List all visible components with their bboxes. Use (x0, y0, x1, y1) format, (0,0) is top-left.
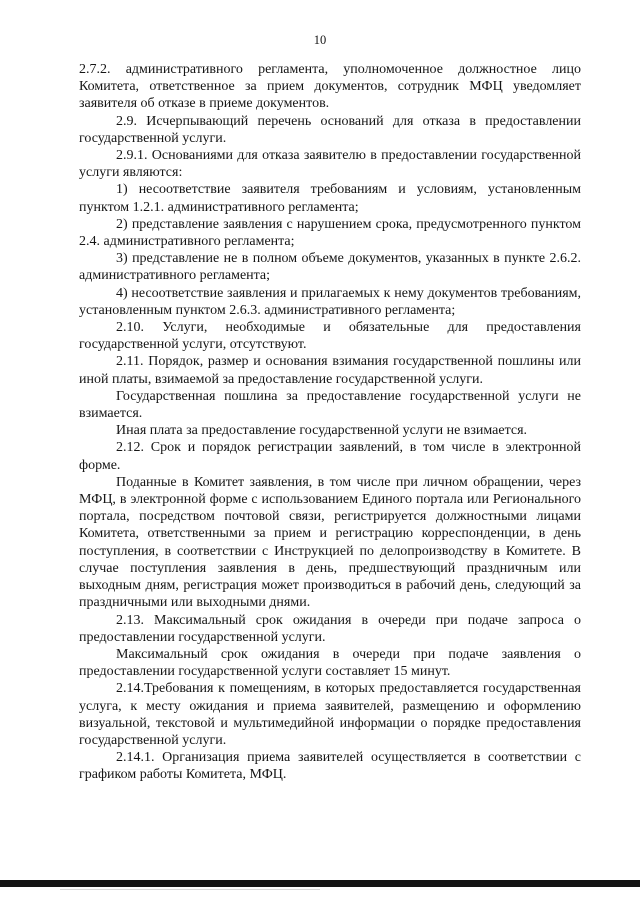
paragraph-2-12: 2.12. Срок и порядок регистрации заявлений, в том числе в электронной форме. (79, 440, 581, 473)
paragraph-2-13: 2.13. Максимальный срок ожидания в очереди при подаче запроса о предоставлении государственной услуги. (79, 612, 581, 645)
page-number: 10 (313, 33, 327, 47)
paragraph-state-fee: Государственная пошлина за предоставление государственной услуги не взимается. (79, 388, 581, 422)
list-item-1: 1) несоответствие заявителя требованиям и условиям, установленным пунктом 1.2.1. административного регламента; (79, 182, 581, 215)
paragraph-other-fee: Иная плата за предоставление государственной услуги не взимается. (116, 423, 528, 439)
paragraph-2-10: 2.10. Услуги, необходимые и обязательные для предоставления государственной услуги, отсутствуют. (79, 320, 581, 353)
paragraph-2-7-2-continuation: 2.7.2. административного регламента, уполномоченное должностное лицо Комитета, ответственное за прием документов, сотрудник МФЦ уведомляет заявителя об отказе в приеме документов. (79, 62, 581, 112)
bottom-scan-border (0, 880, 640, 887)
paragraph-2-11: 2.11. Порядок, размер и основания взимания государственной пошлины или иной платы, взимаемой за предоставление государственной услуги. (79, 354, 581, 387)
paragraph-2-14-1: 2.14.1. Организация приема заявителей осуществляется в соответствии с графиком работы Комитета, МФЦ. (79, 750, 581, 783)
list-item-3: 3) представление не в полном объеме документов, указанных в пункте 2.6.2. административного регламента; (79, 251, 581, 284)
paragraph-registration: Поданные в Комитет заявления, в том числе при личном обращении, через МФЦ, в электронной форме с использованием Единого портала или Регионального портала, посредством почтовой связи, регистрируется должностными лицами Комитета, ответственными за прием и регистрацию корреспонденции, в день поступления, в соответствии с Инструкцией по делопроизводству в Комитете. В случае поступления заявления в день, предшествующий праздничным или выходным дням, регистрация может производиться в рабочий день, следующий за праздничными или выходными днями. (79, 474, 581, 611)
paragraph-2-9: 2.9. Исчерпывающий перечень оснований для отказа в предоставлении государственной услуги. (79, 113, 581, 146)
bottom-scan-shadow (60, 889, 320, 890)
document-body (79, 61, 581, 784)
paragraph-2-14: 2.14.Требования к помещениям, в которых предоставляется государственная услуга, к месту ожидания и приема заявителей, размещению и оформлению визуальной, текстовой и мультимедийной информации о порядке предоставления государственной услуги. (79, 681, 581, 748)
paragraph-max-wait: Максимальный срок ожидания в очереди при подаче заявления о предоставлении государственной услуги составляет 15 минут. (79, 646, 581, 680)
paragraph-2-9-1: 2.9.1. Основаниями для отказа заявителю в предоставлении государственной услуги являются: (79, 148, 581, 181)
list-item-4: 4) несоответствие заявления и прилагаемых к нему документов требованиям, установленным пунктом 2.6.3. административного регламента; (79, 285, 581, 318)
list-item-2: 2) представление заявления с нарушением срока, предусмотренного пунктом 2.4. административного регламента; (79, 216, 581, 250)
